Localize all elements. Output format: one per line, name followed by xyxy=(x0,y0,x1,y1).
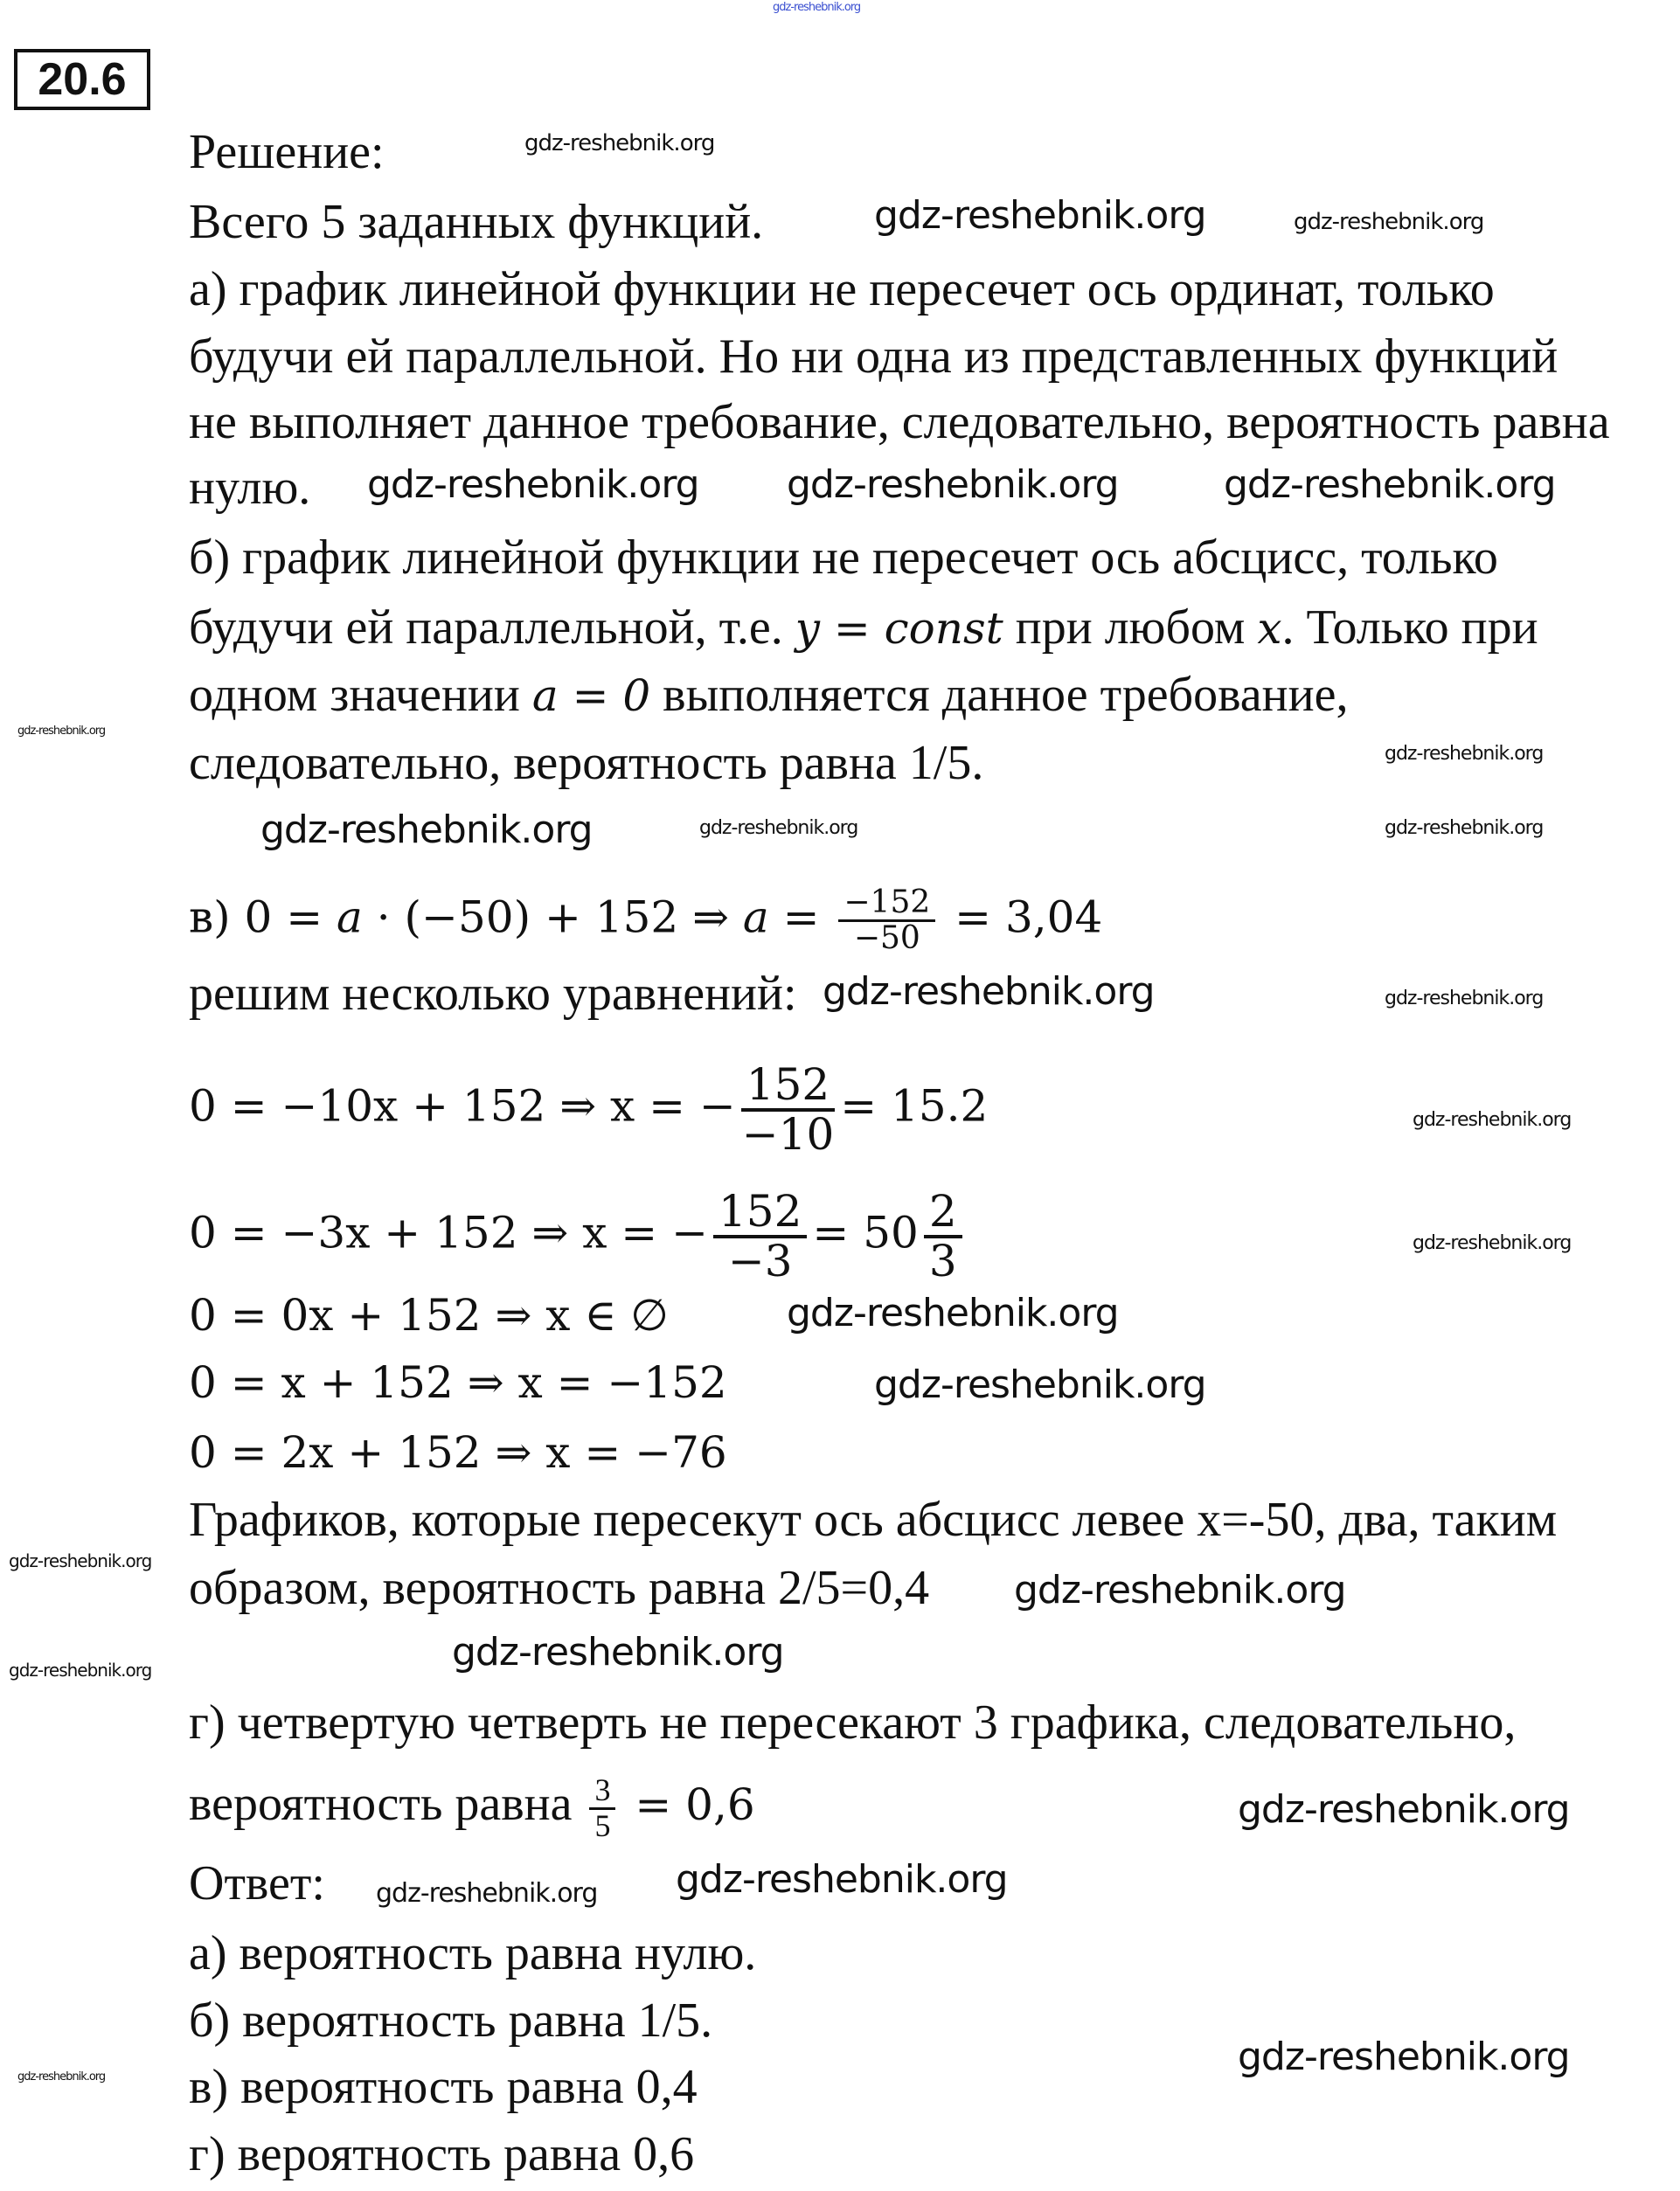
watermark: gdz-reshebnik.org xyxy=(376,1878,598,1909)
watermark: gdz-reshebnik.org xyxy=(1224,462,1556,507)
answer-heading: Ответ: xyxy=(189,1856,325,1910)
part-b-line xyxy=(189,600,1538,656)
denominator: 5 xyxy=(594,1807,611,1843)
equation-row: 0 = x + 152 ⇒ x = −152 xyxy=(189,1357,727,1408)
part-b-line: следовательно, вероятность равна 1/5. xyxy=(189,736,984,790)
watermark: gdz-reshebnik.org xyxy=(260,808,593,852)
math: x xyxy=(1257,603,1282,654)
fraction xyxy=(713,1186,807,1286)
math: a = 0 xyxy=(531,670,651,721)
watermark: gdz-reshebnik.org xyxy=(1294,209,1484,235)
part-b-line: б) график линейной функции не пересечет ось абсцисс, только xyxy=(189,530,1498,585)
watermark: gdz-reshebnik.org xyxy=(1385,743,1544,765)
math: a xyxy=(337,891,363,943)
text: выполняется данное требование, xyxy=(650,668,1349,722)
fraction xyxy=(589,1774,615,1843)
answer-item: г) вероятность равна 0,6 xyxy=(189,2127,695,2181)
text: 0 = −10x + 152 ⇒ x = − xyxy=(189,1080,736,1132)
problem-number: 20.6 xyxy=(14,49,150,110)
watermark: gdz-reshebnik.org xyxy=(9,1660,152,1681)
text: . Только при xyxy=(1281,600,1538,655)
answer-item: в) вероятность равна 0,4 xyxy=(189,2060,698,2114)
text: · (−50) + 152 ⇒ xyxy=(362,891,743,943)
answer-item: а) вероятность равна нулю. xyxy=(189,1926,757,1980)
denominator: −3 xyxy=(727,1235,793,1286)
text: в) 0 = xyxy=(189,891,337,943)
watermark: gdz-reshebnik.org xyxy=(1413,1109,1572,1131)
watermark: gdz-reshebnik.org xyxy=(1413,1232,1572,1254)
numerator: −152 xyxy=(838,886,935,922)
watermark: gdz-reshebnik.org xyxy=(1385,988,1544,1009)
text: одном значении xyxy=(189,668,532,722)
math: y = const xyxy=(795,603,1003,654)
watermark: gdz-reshebnik.org xyxy=(787,462,1119,507)
watermark: gdz-reshebnik.org xyxy=(452,1630,784,1674)
text: 0 = −3x + 152 ⇒ x = − xyxy=(189,1207,708,1258)
answer-item: б) вероятность равна 1/5. xyxy=(189,1993,713,2048)
part-a-line: будучи ей параллельной. Но ни одна из представленных функций xyxy=(189,329,1559,384)
text: при любом xyxy=(1003,600,1258,655)
part-v-text: решим несколько уравнений: xyxy=(189,967,797,1021)
watermark: gdz-reshebnik.org xyxy=(676,1857,1008,1902)
watermark: gdz-reshebnik.org xyxy=(1238,1787,1570,1832)
denominator: −50 xyxy=(853,919,920,956)
watermark: gdz-reshebnik.org xyxy=(787,1291,1119,1335)
equation-row: 0 = 2x + 152 ⇒ x = −76 xyxy=(189,1427,727,1478)
part-v-conclusion: Графиков, которые пересекут ось абсцисс левее x=-50, два, таким xyxy=(189,1493,1558,1547)
part-a-line: а) график линейной функции не пересечет ось ординат, только xyxy=(189,262,1495,316)
text: вероятность равна xyxy=(189,1777,585,1832)
watermark: gdz-reshebnik.org xyxy=(1014,1568,1346,1612)
solution-heading: Решение: xyxy=(189,125,385,179)
text: = 15.2 xyxy=(840,1080,989,1132)
watermark: gdz-reshebnik.org xyxy=(699,817,858,839)
part-v-equation xyxy=(189,886,1102,955)
numerator: 152 xyxy=(741,1062,835,1112)
watermark: gdz-reshebnik.org xyxy=(9,1550,152,1571)
watermark: gdz-reshebnik.org xyxy=(1238,2035,1570,2079)
watermark: gdz-reshebnik.org xyxy=(524,130,715,156)
watermark: gdz-reshebnik.org xyxy=(17,725,106,738)
watermark: gdz-reshebnik.org xyxy=(874,193,1206,238)
fraction xyxy=(924,1186,962,1286)
equation-row: 0 = 0x + 152 ⇒ x ∈ ∅ xyxy=(189,1290,669,1341)
numerator: 3 xyxy=(589,1774,615,1810)
part-b-line xyxy=(189,667,1348,724)
numerator: 152 xyxy=(713,1189,807,1238)
watermark: gdz-reshebnik.org xyxy=(874,1362,1206,1407)
part-g-line xyxy=(189,1774,755,1843)
denominator: −10 xyxy=(741,1108,835,1160)
denominator: 3 xyxy=(928,1235,957,1286)
fraction xyxy=(838,886,935,955)
watermark: gdz-reshebnik.org xyxy=(367,462,699,507)
text: = 0,6 xyxy=(621,1779,755,1831)
solution-intro: Всего 5 заданных функций. xyxy=(189,195,764,249)
watermark: gdz-reshebnik.org xyxy=(773,1,861,14)
fraction xyxy=(741,1059,835,1160)
part-v-conclusion: образом, вероятность равна 2/5=0,4 xyxy=(189,1561,930,1615)
watermark: gdz-reshebnik.org xyxy=(17,2070,106,2084)
numerator: 2 xyxy=(924,1189,962,1238)
part-g-line: г) четвертую четверть не пересекают 3 графика, следовательно, xyxy=(189,1695,1517,1750)
part-a-line: не выполняет данное требование, следовательно, вероятность равна xyxy=(189,395,1610,449)
watermark: gdz-reshebnik.org xyxy=(823,969,1155,1014)
watermark: gdz-reshebnik.org xyxy=(1385,817,1544,839)
text: = 50 xyxy=(812,1207,919,1258)
text: будучи ей параллельной, т.е. xyxy=(189,600,795,655)
text: = 3,04 xyxy=(941,891,1103,943)
math: a xyxy=(742,891,769,943)
equation-row xyxy=(189,1186,968,1286)
part-a-line: нулю. xyxy=(189,461,311,515)
equation-row xyxy=(189,1059,989,1160)
text: = xyxy=(768,891,834,943)
